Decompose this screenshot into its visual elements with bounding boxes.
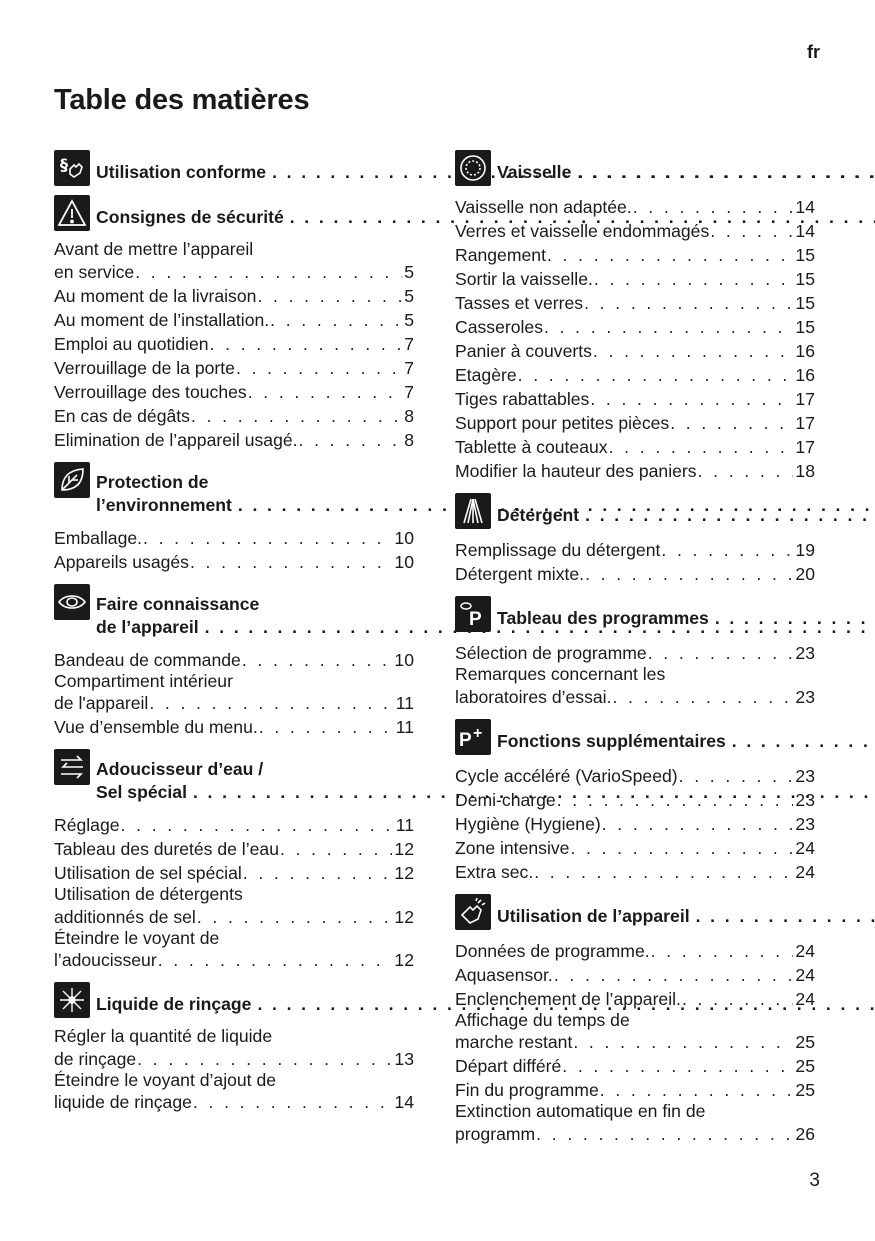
toc-entry[interactable] [54,550,414,574]
section-heading-label: Détergent [497,505,580,525]
dot-leader [698,459,794,483]
entry-page-number: 18 [795,461,815,481]
entry-label: Enclenchement de l’appareil. [455,988,681,1009]
toc-entry[interactable] [455,963,815,987]
svg-text:§: § [60,155,68,174]
section-heading-label: l’environnement [96,494,232,515]
entry-list [455,538,815,586]
dot-leader [554,963,794,987]
toc-entry[interactable] [455,836,815,860]
entry-list [54,648,414,740]
operation-hand-icon [455,894,491,930]
entry-label-line: Avant de mettre l’appareil [54,239,254,259]
toc-entry[interactable] [455,764,815,788]
entry-label: Fin du programme [455,1080,599,1100]
entry-label: Emballage. [54,527,143,548]
section-heading[interactable] [54,584,414,639]
section-heading-line: Faire connaissance [96,593,260,614]
entry-page-number: 10 [394,551,414,572]
entry-page-number: 17 [795,437,815,457]
entry-page-number: 7 [404,357,414,378]
section-heading[interactable] [455,894,815,930]
entry-list [455,939,815,1146]
toc-section [54,584,414,740]
entry-page-number: 11 [395,693,414,713]
dot-leader [547,243,793,267]
toc-entry[interactable] [455,788,815,812]
section-heading-label: Sel spécial [96,782,187,802]
entry-page-number: 8 [404,429,414,450]
entry-page-number: 8 [404,405,414,426]
entry-label: Vue d’ensemble du menu. [54,717,258,737]
section-heading-label: Vaisselle [497,162,572,182]
entry-list [54,813,414,972]
dot-leader [193,1090,393,1114]
entry-label: Modifier la hauteur des paniers [455,461,697,481]
dot-leader [259,715,394,739]
entry-label-line: Éteindre le voyant d’ajout de [54,1069,277,1090]
toc-entry[interactable] [455,641,815,665]
entry-label-line: Éteindre le voyant de [54,927,220,948]
dot-leader [710,219,793,243]
entry-label: Tasses et verres [455,293,584,313]
dot-leader [121,813,394,837]
language-code: fr [807,42,820,62]
entry-label: liquide de rinçage [54,1092,192,1112]
entry-label: En cas de dégâts [54,405,190,426]
toc-entry[interactable] [455,860,815,884]
toc-entry[interactable] [455,219,815,243]
section-heading[interactable] [54,749,414,804]
toc-section [54,982,414,1114]
toc-entry[interactable] [54,1071,414,1115]
toc-section [54,749,414,972]
entry-page-number: 20 [795,564,815,584]
entry-page-number: 10 [394,527,414,548]
entry-label: Sortir la vaisselle. [455,269,593,289]
water-softener-icon [54,749,90,785]
toc-entry[interactable] [455,291,815,315]
program-plus-icon [455,719,491,755]
toc-section [455,596,815,709]
dot-leader [242,648,393,672]
dot-leader [573,1030,793,1054]
toc-entry[interactable] [455,1102,815,1146]
dot-leader [600,1078,794,1102]
toc-entry[interactable] [455,1078,815,1102]
entry-label: Au moment de la livraison [54,285,257,306]
dot-leader [585,503,875,527]
entry-label: marche restant [455,1032,573,1052]
entry-label: Réglage [54,815,120,835]
page-title: Table des matières [54,84,310,116]
entry-label: Support pour petites pièces [455,413,670,433]
toc-section [455,894,815,1146]
entry-page-number: 24 [795,940,815,961]
entry-label: programm [455,1123,536,1144]
toc-entry[interactable] [54,837,414,861]
entry-label: en service [54,261,135,282]
section-heading-line: Adoucisseur d’eau / [96,759,264,779]
toc-left-column [54,150,414,1124]
entry-page-number: 24 [795,837,815,858]
toc-section [455,719,815,884]
dot-leader [557,788,794,812]
entry-page-number: 23 [795,789,815,810]
entry-label-line: Compartiment intérieur [54,670,233,691]
dot-leader [609,435,794,459]
entry-page-number: 23 [795,686,815,707]
dot-leader [270,308,402,332]
entry-page-number: 7 [404,333,414,354]
entry-page-number: 25 [795,1056,815,1076]
entry-page-number: 11 [395,815,414,835]
entry-label-line: Extinction automatique en fin de [455,1101,706,1121]
dot-leader [536,1122,793,1146]
dot-leader [534,860,793,884]
entry-label: Vaisselle non adaptée. [455,197,632,217]
entry-page-number: 12 [394,950,414,970]
toc-entry[interactable] [54,240,414,284]
entry-list [455,641,815,709]
dot-leader [518,363,794,387]
entry-label: Hygiène (Hygiene) [455,813,601,834]
toc-entry[interactable] [54,308,414,332]
dot-leader [248,380,403,404]
dot-leader [143,526,392,550]
dot-leader [243,861,393,885]
entry-list [455,195,815,483]
toc-entry[interactable] [54,648,414,672]
entry-label: Casseroles [455,317,544,337]
toc-section [54,195,414,452]
toc-entry[interactable] [54,1027,414,1071]
entry-label-line: Utilisation de détergents [54,884,243,904]
entry-label: Panier à couverts [455,341,592,361]
dot-leader [670,411,793,435]
entry-page-number: 12 [394,839,414,859]
dot-leader [715,606,875,630]
toc-entry[interactable] [54,861,414,885]
entry-label: Verrouillage de la porte [54,357,235,378]
entry-page-number: 17 [795,389,815,409]
entry-label: Tiges rabattables [455,389,590,409]
section-heading[interactable] [455,596,815,632]
toc-entry[interactable] [455,538,815,562]
dot-leader [544,315,793,339]
entry-label: Emploi au quotidien [54,333,209,354]
page-number: 3 [809,1170,820,1191]
entry-label: Utilisation de sel spécial [54,863,242,883]
entry-label: l’adoucisseur [54,950,157,970]
toc-section [54,462,414,574]
entry-page-number: 12 [394,863,414,883]
svg-text:P: P [469,609,482,629]
entry-list [54,1027,414,1114]
section-heading[interactable] [455,493,815,529]
dot-leader [570,836,793,860]
warning-triangle-icon [54,195,90,231]
entry-label: Au moment de l’installation. [54,309,270,330]
entry-label: Zone intensive [455,837,570,858]
dot-leader [661,538,793,562]
toc-entry[interactable] [54,356,414,380]
dot-leader [197,905,393,929]
svg-text:P: P [459,729,472,751]
entry-label: laboratoires d’essai. [455,686,612,707]
plate-icon [455,150,491,186]
dot-leader [158,948,393,972]
entry-page-number: 15 [795,317,815,337]
toc-entry[interactable] [455,812,815,836]
section-heading-label: Consignes de sécurité [96,207,284,227]
entry-label-line: Régler la quantité de liquide [54,1026,273,1046]
toc-entry[interactable] [455,1054,815,1078]
dot-leader [651,939,794,963]
toc-entry[interactable] [455,267,815,291]
entry-label: Rangement [455,245,546,265]
entry-page-number: 24 [795,988,815,1009]
toc-entry[interactable] [455,562,815,586]
toc-entry[interactable] [455,387,815,411]
entry-page-number: 15 [795,245,815,265]
entry-page-number: 5 [404,261,414,282]
section-heading-label: Utilisation conforme [96,162,267,182]
entry-page-number: 5 [404,285,414,306]
entry-label: Verres et vaisselle endommagés [455,221,710,241]
toc-entry[interactable] [54,380,414,404]
entry-page-number: 24 [795,861,815,882]
dot-leader [602,812,794,836]
entry-page-number: 23 [795,765,815,786]
entry-page-number: 5 [404,309,414,330]
dot-leader [191,404,402,428]
entry-label: Appareils usagés [54,551,189,572]
dot-leader [299,428,403,452]
entry-label-line: Affichage du temps de [455,1009,630,1030]
entry-label: Etagère [455,365,517,385]
entry-label: Détergent mixte. [455,564,585,584]
toc-entry[interactable] [455,411,815,435]
entry-page-number: 10 [394,649,414,670]
entry-page-number: 14 [795,221,815,241]
entry-page-number: 24 [795,964,815,985]
dot-leader [190,550,392,574]
toc-entry[interactable] [455,987,815,1011]
dot-leader [149,691,393,715]
entry-label: Données de programme. [455,940,650,961]
toc-entry[interactable] [455,435,815,459]
toc-entry[interactable] [54,813,414,837]
leaf-icon [54,462,90,498]
entry-label: Elimination de l’appareil usagé. [54,429,298,450]
dot-leader [257,284,402,308]
dot-leader [280,837,392,861]
dot-leader [732,729,875,753]
section-heading[interactable] [455,150,815,186]
dot-leader [612,685,793,709]
svg-text:+: + [473,724,483,742]
toc-entry[interactable] [54,404,414,428]
entry-page-number: 26 [795,1123,815,1144]
entry-list [54,240,414,452]
toc-entry[interactable] [455,339,815,363]
entry-page-number: 25 [795,1032,815,1052]
entry-label: Tablette à couteaux [455,437,608,457]
entry-page-number: 14 [394,1092,414,1112]
dot-leader [696,904,875,928]
entry-page-number: 19 [795,540,815,560]
entry-list [54,526,414,574]
toc-entry[interactable] [455,459,815,483]
toc-entry[interactable] [455,665,815,709]
entry-label: de l'appareil [54,693,149,713]
toc-section [455,150,815,483]
toc-section [54,150,414,186]
dot-leader [679,764,794,788]
entry-page-number: 15 [795,293,815,313]
toc-entry[interactable] [54,885,414,929]
toc-entry[interactable] [54,284,414,308]
entry-label: Bandeau de commande [54,649,241,670]
entry-page-number: 17 [795,413,815,433]
dot-leader [633,195,794,219]
toc-right-column [455,150,815,1156]
entry-label: Cycle accéléré (VarioSpeed) [455,765,678,786]
entry-page-number: 14 [795,197,815,217]
detergent-icon [455,493,491,529]
dot-leader [210,332,403,356]
entry-page-number: 7 [404,381,414,402]
entry-list [455,764,815,884]
toc-entry[interactable] [455,939,815,963]
entry-page-number: 13 [394,1048,414,1069]
dot-leader [135,260,402,284]
section-heading[interactable] [455,719,815,755]
section-heading-label: Liquide de rinçage [96,994,252,1014]
section-heading-label: de l’appareil [96,616,199,637]
entry-page-number: 23 [795,813,815,834]
entry-label: Tableau des duretés de l’eau [54,839,279,859]
section-heading[interactable] [54,462,414,517]
entry-label: Extra sec. [455,861,534,882]
section-heading-line: Protection de [96,471,209,492]
section-heading[interactable] [54,982,414,1018]
entry-label: Demi-charge [455,789,556,810]
toc-entry[interactable] [54,332,414,356]
toc-section [455,493,815,586]
toc-entry[interactable] [54,672,414,716]
toc-entry[interactable] [455,1011,815,1055]
legal-hand-icon [54,150,90,186]
section-heading-label: Tableau des programmes [497,608,709,628]
entry-page-number: 25 [795,1080,815,1100]
entry-page-number: 23 [795,643,815,663]
dot-leader [593,339,794,363]
entry-label: Sélection de programme [455,643,647,663]
dot-leader [585,562,793,586]
section-heading-label: Fonctions supplémentaires [497,730,726,751]
toc-entry[interactable] [455,243,815,267]
rinse-aid-icon [54,982,90,1018]
toc-entry[interactable] [455,195,815,219]
program-icon [455,596,491,632]
entry-page-number: 16 [795,365,815,385]
entry-page-number: 12 [394,906,414,927]
dot-leader [137,1047,392,1071]
dot-leader [590,387,793,411]
section-heading-label: Utilisation de l’appareil [497,905,690,926]
toc-entry[interactable] [54,526,414,550]
entry-label: de rinçage [54,1048,137,1069]
entry-label: Verrouillage des touches [54,381,247,402]
entry-label: Aquasensor. [455,964,553,985]
dot-leader [584,291,793,315]
toc-entry[interactable] [455,315,815,339]
entry-label: Départ différé [455,1056,562,1076]
toc-entry[interactable] [54,428,414,452]
dot-leader [577,160,875,184]
dot-leader [682,987,793,1011]
entry-page-number: 16 [795,341,815,361]
entry-label-line: Remarques concernant les [455,664,666,684]
dot-leader [594,267,794,291]
entry-page-number: 15 [795,269,815,289]
toc-entry[interactable] [455,363,815,387]
toc-entry[interactable] [54,929,414,973]
section-heading[interactable] [54,150,414,186]
toc-entry[interactable] [54,715,414,739]
dot-leader [562,1054,793,1078]
entry-page-number: 11 [395,717,414,737]
entry-label: additionnés de sel [54,906,196,927]
dot-leader [648,641,794,665]
entry-label: Remplissage du détergent [455,540,661,560]
dot-leader [236,356,402,380]
eye-icon [54,584,90,620]
section-heading[interactable] [54,195,414,231]
